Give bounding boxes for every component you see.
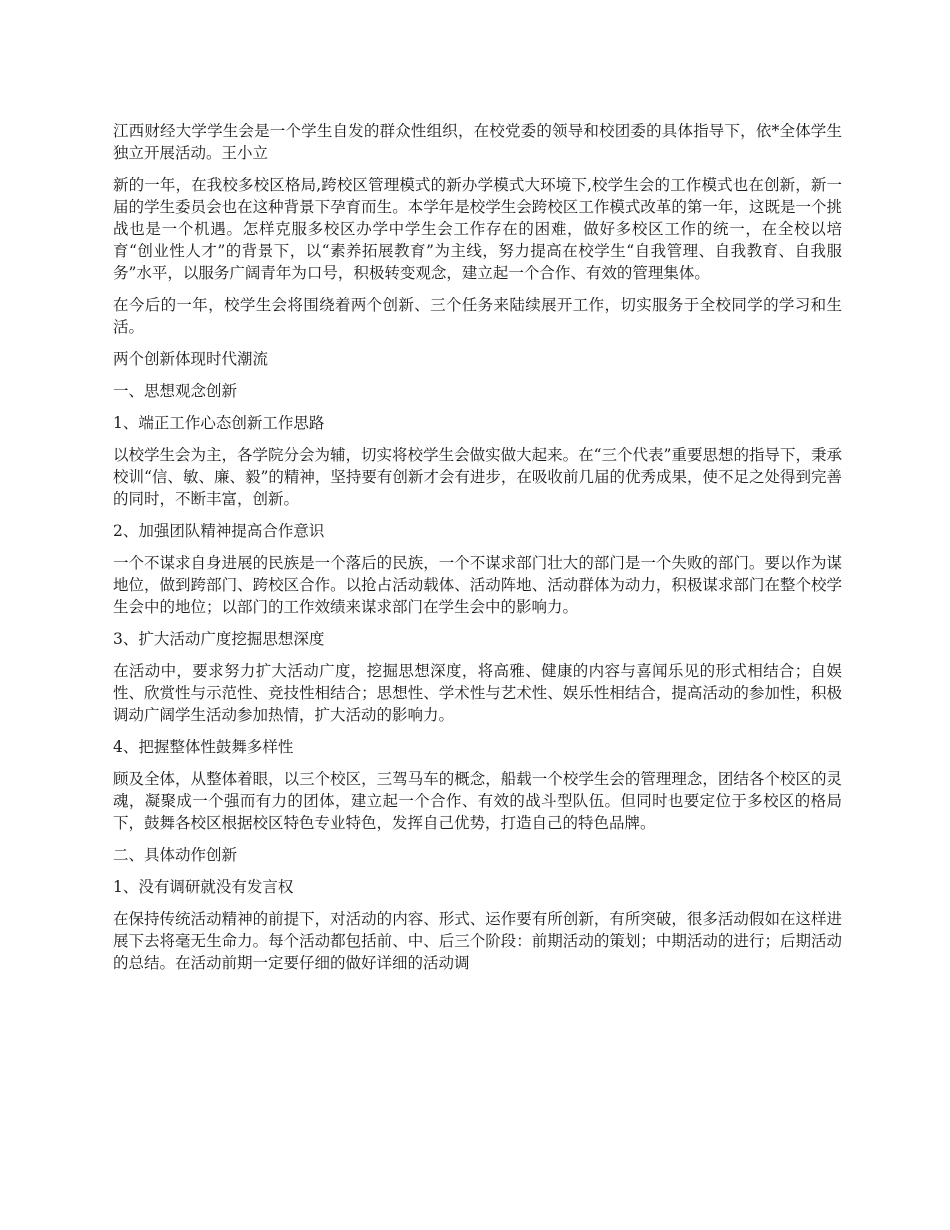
body-paragraph: 在活动中，要求努力扩大活动广度，挖掘思想深度，将高雅、健康的内容与喜闻乐见的形式相结合；自娱性、欣赏性与示范性、竞技性相结合；思想性、学术性与艺术性、娱乐性相结合，提高活动的参加性，积极调动广阔学生活动参加热情，扩大活动的影响力。 (113, 662, 842, 724)
section-heading: 两个创新体现时代潮流 (113, 350, 269, 368)
item-heading: 4、把握整体性鼓舞多样性 (113, 738, 294, 756)
body-paragraph: 一个不谋求自身进展的民族是一个落后的民族，一个不谋求部门壮大的部门是一个失败的部门。要以作为谋地位，做到跨部门、跨校区合作。以抢占活动载体、活动阵地、活动群体为动力，积极谋求部门在整个校学生会中的地位；以部门的工作效绩来谋求部门在学生会中的影响力。 (113, 554, 842, 616)
background-paragraph: 新的一年，在我校多校区格局,跨校区管理模式的新办学模式大环境下,校学生会的工作模式也在创新，新一届的学生委员会也在这种背景下孕育而生。本学年是校学生会跨校区工作模式改革的第一年，这既是一个挑战也是一个机遇。怎样克服多校区办学中学生会工作存在的困难，做好多校区工作的统一，在全校以培育“创业性人才”的背景下，以“素养拓展教育”为主线，努力提高在校学生“自我管理、自我教育、自我服务”水平，以服务广阔青年为口号，积极转变观念，建立起一个合作、有效的管理集体。 (113, 176, 842, 282)
body-paragraph: 以校学生会为主，各学院分会为辅，切实将校学生会做实做大起来。在“三个代表”重要思想的指导下，秉承校训“信、敏、廉、毅”的精神，坚持要有创新才会有进步，在吸收前几届的优秀成果，使不足之处得到完善的同时，不断丰富，创新。 (113, 446, 842, 508)
body-paragraph: 在保持传统活动精神的前提下，对活动的内容、形式、运作要有所创新，有所突破，很多活动假如在这样进展下去将毫无生命力。每个活动都包括前、中、后三个阶段：前期活动的策划；中期活动的进行；后期活动的总结。在活动前期一定要仔细的做好详细的活动调 (113, 910, 842, 972)
plan-paragraph: 在今后的一年，校学生会将围绕着两个创新、三个任务来陆续展开工作，切实服务于全校同学的学习和生活。 (113, 296, 842, 336)
item-heading: 1、没有调研就没有发言权 (113, 878, 294, 896)
item-heading: 2、加强团队精神提高合作意识 (113, 522, 325, 540)
intro-paragraph: 江西财经大学学生会是一个学生自发的群众性组织，在校党委的领导和校团委的具体指导下，依*全体学生独立开展活动。王小立 (113, 122, 842, 162)
item-heading: 3、扩大活动广度挖掘思想深度 (113, 630, 325, 648)
subsection-heading: 一、思想观念创新 (113, 382, 238, 400)
document-body (113, 120, 842, 974)
subsection-heading: 二、具体动作创新 (113, 846, 238, 864)
body-paragraph: 顾及全体，从整体着眼，以三个校区，三驾马车的概念，船载一个校学生会的管理理念，团结各个校区的灵魂，凝聚成一个强而有力的团体，建立起一个合作、有效的战斗型队伍。但同时也要定位于多校区的格局下，鼓舞各校区根据校区特色专业特色，发挥自己优势，打造自己的特色品牌。 (113, 770, 842, 832)
item-heading: 1、端正工作心态创新工作思路 (113, 414, 325, 432)
